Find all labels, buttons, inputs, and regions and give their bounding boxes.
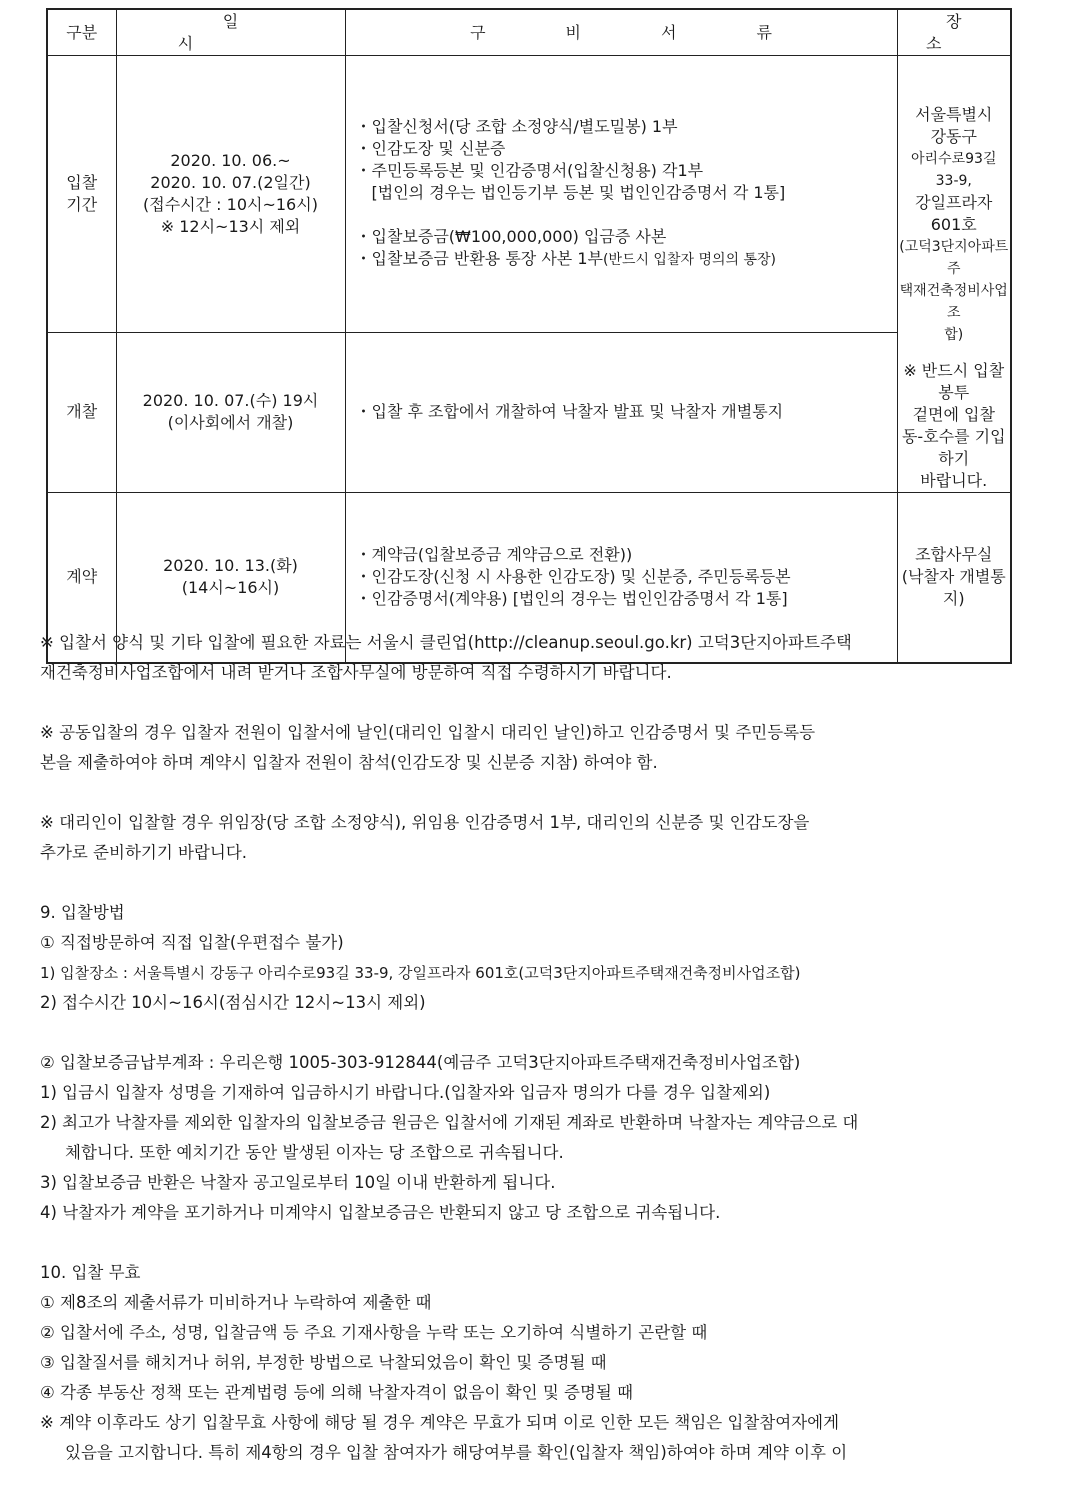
place-note: ※ 반드시 입찰봉투 [903, 361, 1005, 402]
note-line: ※ 입찰서 양식 및 기타 입찰에 필요한 자료는 서울시 클린업(http://cleanup.seoul.go.kr) 고덕3단지아파트주택 [40, 633, 852, 652]
bidding-label-cell [47, 56, 116, 333]
contract-place: (낙찰자 개별통지) [901, 567, 1006, 609]
section10-title: 10. 입찰 무효 [40, 1263, 141, 1282]
header-place: 장소 [897, 9, 1011, 56]
place-line: (고덕3단지아파트주 [899, 239, 1009, 277]
opening-label: 개찰 [47, 332, 116, 492]
header-category: 구분 [47, 9, 116, 56]
place-note: 동-호수를 기입하기 [901, 427, 1006, 468]
table-row-bidding [47, 56, 1011, 333]
bidding-label: 기간 [66, 194, 98, 214]
header-datetime: 일시 [116, 9, 345, 56]
section10-line: ① 제8조의 제출서류가 미비하거나 누락하여 제출한 때 [40, 1293, 432, 1312]
opening-docs-cell [345, 332, 897, 492]
bidding-date-cell [116, 56, 345, 333]
bidding-doc: ・입찰보증금 반환용 통장 사본 1부 [355, 249, 603, 269]
header-documents: 구비서류 [345, 9, 897, 56]
bidding-date: 2020. 10. 06.~ [170, 150, 291, 170]
contract-doc: ・인감도장(신청 시 사용한 인감도장) 및 신분증, 주민등록등본 [355, 567, 791, 587]
place-cell [897, 56, 1011, 493]
note-line: 추가로 준비하기기 바랍니다. [40, 843, 248, 862]
opening-doc: ・입찰 후 조합에서 개찰하여 낙찰자 발표 및 낙찰자 개별통지 [355, 402, 784, 422]
place-line: 강일프라자 601호 [915, 193, 993, 234]
note-line: 재건축정비사업조합에서 내려 받거나 조합사무실에 방문하여 직접 수령하시기 바랍니다. [40, 663, 672, 682]
section10-line: ② 입찰서에 주소, 성명, 입찰금액 등 주요 기재사항을 누락 또는 오기하여 식별하기 곤란할 때 [40, 1323, 708, 1342]
section9-line: 체합니다. 또한 예치기간 동안 발생된 이자는 당 조합으로 귀속됩니다. [65, 1143, 564, 1162]
section9-line: 4) 낙찰자가 계약을 포기하거나 미계약시 입찰보증금은 반환되지 않고 당 조합으로 귀속됩니다. [40, 1203, 721, 1222]
bidding-date: ※ 12시~13시 제외 [160, 216, 301, 236]
contract-doc: ・인감증명서(계약용) [법인의 경우는 법인인감증명서 각 1통] [355, 589, 788, 609]
place-line: 합) [944, 327, 964, 343]
bidding-label: 입찰 [66, 172, 98, 192]
section10-line: ④ 각종 부동산 정책 또는 관계법령 등에 의해 낙찰자격이 없음이 확인 및 증명될 때 [40, 1383, 634, 1402]
bidding-doc: [법인의 경우는 법인등기부 등본 및 법인인감증명서 각 1통] [371, 183, 786, 203]
section9-line: 1) 입찰장소 : 서울특별시 강동구 아리수로93길 33-9, 강일프라자 601호(고덕3단지아파트주택재건축정비사업조합) [40, 964, 801, 982]
contract-place: 조합사무실 [915, 545, 993, 565]
section10-line: 있음을 고지합니다. 특히 제4항의 경우 입찰 참여자가 해당여부를 확인(입찰자 책임)하여야 하며 계약 이후 이 [65, 1443, 848, 1462]
section9-line: 2) 최고가 낙찰자를 제외한 입찰자의 입찰보증금 원금은 입찰서에 기재된 계좌로 반환하며 낙찰자는 계약금으로 대 [40, 1113, 859, 1132]
contract-date: 2020. 10. 13.(화) [163, 556, 298, 576]
section10-line: ※ 계약 이후라도 상기 입찰무효 사항에 해당 될 경우 계약은 무효가 되며 이로 인한 모든 책임은 입찰참여자에게 [40, 1413, 840, 1432]
bidding-doc: ・주민등록등본 및 인감증명서(입찰신청용) 각1부 [355, 161, 704, 181]
section9-line: ② 입찰보증금납부계좌 : 우리은행 1005-303-912844(예금주 고덕3단지아파트주택재건축정비사업조합) [40, 1053, 801, 1072]
notes-block [40, 628, 1050, 1468]
schedule-table [46, 8, 1012, 664]
table-header-row [47, 9, 1011, 56]
place-line: 강동구 [930, 127, 977, 146]
bidding-doc: ・입찰신청서(당 조합 소정양식/별도밀봉) 1부 [355, 117, 678, 137]
place-line: 택재건축정비사업조 [899, 283, 1008, 321]
place-note: 바랍니다. [920, 471, 988, 490]
bidding-date: (접수시간 : 10시~16시) [143, 194, 318, 214]
section9-line: 3) 입찰보증금 반환은 낙찰자 공고일로부터 10일 이내 반환하게 됩니다. [40, 1173, 556, 1192]
contract-doc: ・계약금(입찰보증금 계약금으로 전환)) [355, 545, 633, 565]
table-row-opening [47, 332, 1011, 492]
bidding-date: 2020. 10. 07.(2일간) [150, 172, 311, 192]
contract-date: (14시~16시) [181, 578, 280, 598]
place-note: 겉면에 입찰 [912, 405, 995, 424]
note-line: ※ 공동입찰의 경우 입찰자 전원이 입찰서에 날인(대리인 입찰시 대리인 날인)하고 인감증명서 및 주민등록등 [40, 723, 816, 742]
note-line: ※ 대리인이 입찰할 경우 위임장(당 조합 소정양식), 위임용 인감증명서 1부, 대리인의 신분증 및 인감도장을 [40, 813, 810, 832]
opening-date-cell [116, 332, 345, 492]
place-line: 서울특별시 [915, 105, 993, 124]
section9-title: 9. 입찰방법 [40, 903, 125, 922]
contract-label: 계약 [47, 493, 116, 663]
bidding-doc-note: (반드시 입찰자 명의의 통장) [602, 252, 776, 269]
section10-line: ③ 입찰질서를 해치거나 허위, 부정한 방법으로 낙찰되었음이 확인 및 증명될 때 [40, 1353, 607, 1372]
section9-line: ① 직접방문하여 직접 입찰(우편접수 불가) [40, 933, 344, 952]
bidding-doc: ・인감도장 및 신분증 [355, 139, 506, 159]
opening-date: (이사회에서 개찰) [167, 413, 294, 433]
bidding-docs-cell [345, 56, 897, 333]
opening-date: 2020. 10. 07.(수) 19시 [142, 391, 319, 411]
note-line: 본을 제출하여야 하며 계약시 입찰자 전원이 참석(인감도장 및 신분증 지참) 하여야 함. [40, 753, 658, 772]
bidding-doc: ・입찰보증금(₩100,000,000) 입금증 사본 [355, 227, 667, 247]
section9-line: 1) 입금시 입찰자 성명을 기재하여 입금하시기 바랍니다.(입찰자와 입금자 명의가 다를 경우 입찰제외) [40, 1083, 771, 1102]
section9-line: 2) 접수시간 10시~16시(점심시간 12시~13시 제외) [40, 993, 426, 1012]
place-line: 아리수로93길 33-9, [911, 151, 997, 189]
